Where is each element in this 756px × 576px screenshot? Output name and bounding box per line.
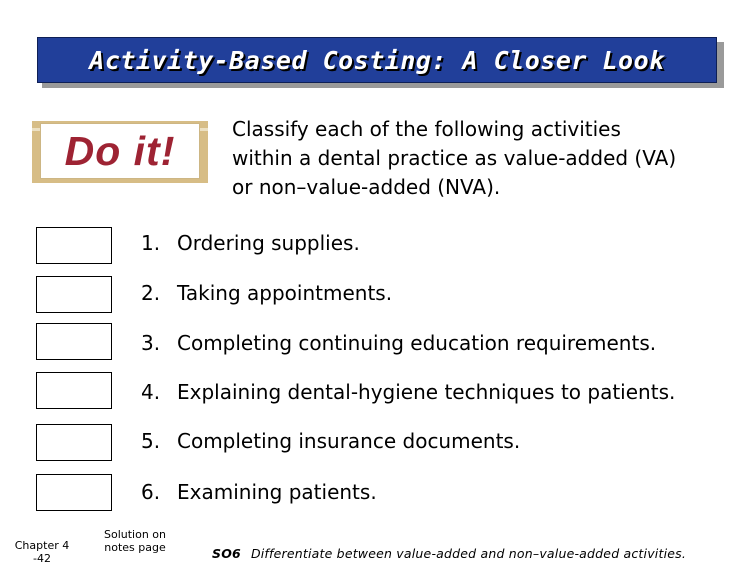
- study-objective-text: Differentiate between value-added and non–value-added activities.: [250, 546, 687, 561]
- title-bar: [37, 37, 717, 83]
- activity-number: 2.: [141, 281, 161, 305]
- badge-box: [40, 123, 200, 179]
- activity-text: Taking appointments.: [177, 281, 393, 305]
- activity-item-6: [141, 480, 377, 504]
- do-it-badge: [32, 121, 208, 183]
- answer-box-6[interactable]: [36, 474, 112, 511]
- activity-text: Ordering supplies.: [177, 231, 360, 255]
- instruction-line-2: within a dental practice as value-added (VA): [232, 146, 677, 170]
- instruction-line-3: or non–value-added (NVA).: [232, 175, 501, 199]
- activity-number: 3.: [141, 331, 161, 355]
- activity-text: Explaining dental-hygiene techniques to patients.: [177, 380, 676, 404]
- solution-line-2: notes page: [104, 541, 166, 554]
- activity-number: 5.: [141, 429, 161, 453]
- answer-box-2[interactable]: [36, 276, 112, 313]
- chapter-page-label: [10, 539, 74, 565]
- solution-note: [96, 528, 174, 554]
- answer-box-1[interactable]: [36, 227, 112, 264]
- activity-text: Completing insurance documents.: [177, 429, 521, 453]
- slide-title: Activity-Based Costing: A Closer Look: [89, 45, 665, 75]
- answer-box-5[interactable]: [36, 424, 112, 461]
- activity-item-1: [141, 231, 360, 255]
- activity-text: Completing continuing education requirements.: [177, 331, 657, 355]
- activity-text: Examining patients.: [177, 480, 377, 504]
- activity-number: 4.: [141, 380, 161, 404]
- activity-number: 1.: [141, 231, 161, 255]
- solution-line-1: Solution on: [103, 528, 166, 541]
- answer-box-3[interactable]: [36, 323, 112, 360]
- study-objective-label: SO6: [212, 546, 241, 561]
- activity-item-4: [141, 380, 675, 404]
- chapter-label: Chapter 4: [14, 539, 70, 552]
- page-number: -42: [33, 552, 51, 565]
- answer-box-4[interactable]: [36, 372, 112, 409]
- activity-item-3: [141, 331, 656, 355]
- instruction-line-1: Classify each of the following activities: [232, 117, 621, 141]
- activity-item-2: [141, 281, 392, 305]
- instruction-text: [232, 115, 732, 202]
- activity-number: 6.: [141, 480, 161, 504]
- badge-label: Do it!: [64, 127, 176, 174]
- study-objective: [212, 546, 686, 561]
- activity-item-5: [141, 429, 520, 453]
